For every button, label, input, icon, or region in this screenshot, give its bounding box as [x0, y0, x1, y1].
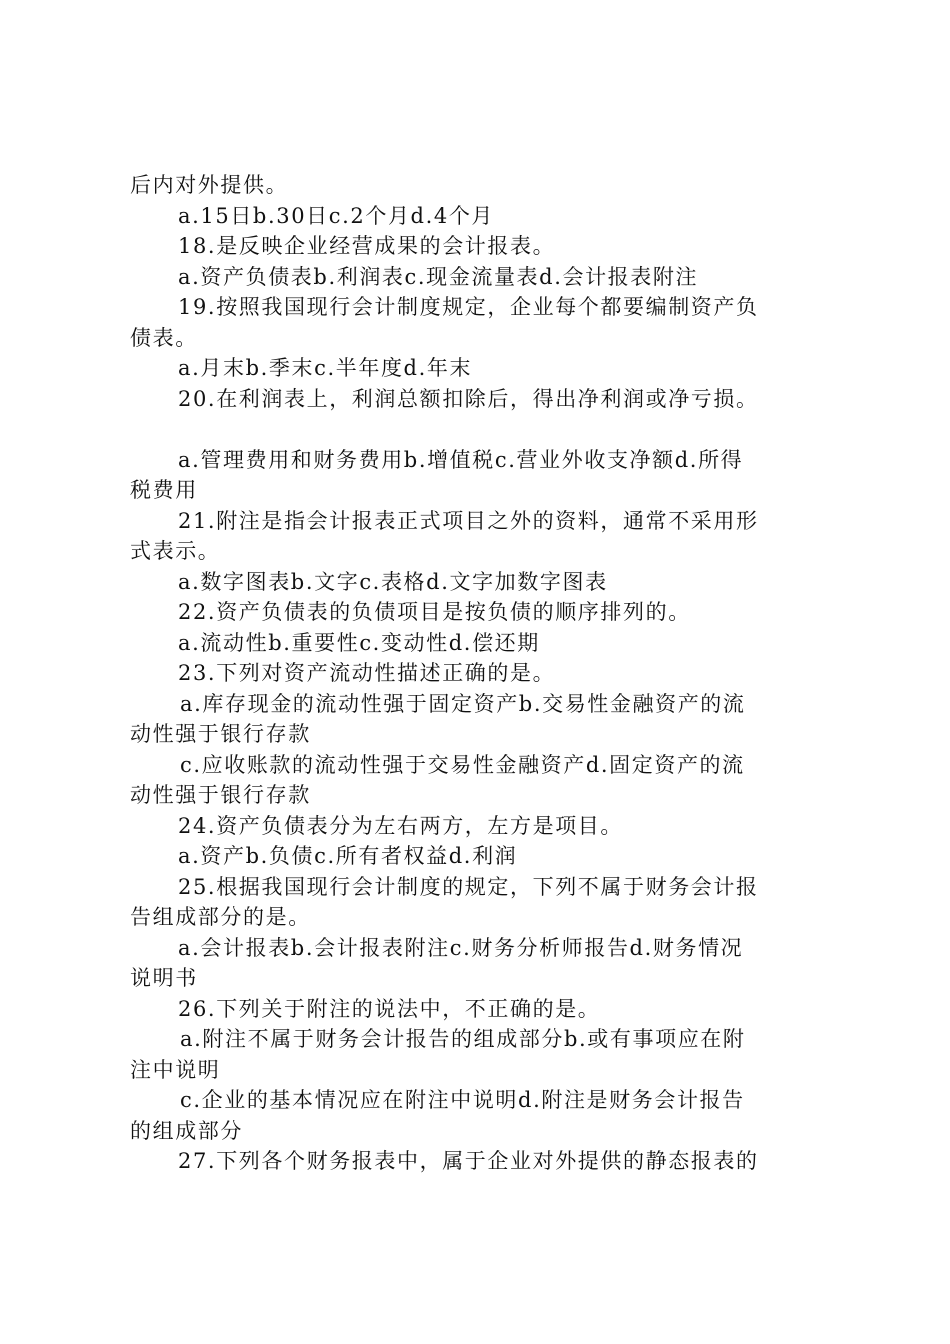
text-line: 后内对外提供。	[130, 173, 289, 197]
options-line: a.会计报表b.会计报表附注c.财务分析师报告d.财务情况	[178, 935, 744, 960]
question-line: 21.附注是指会计报表正式项目之外的资料，通常不采用形	[178, 508, 759, 533]
text-line: 动性强于银行存款	[130, 783, 311, 807]
question-line: 24.资产负债表分为左右两方，左方是项目。	[178, 813, 623, 838]
text-line: 的组成部分	[130, 1118, 243, 1143]
text-line: 式表示。	[130, 539, 221, 563]
options-line: a.资产负债表b.利润表c.现金流量表d.会计报表附注	[178, 264, 699, 289]
text-line: 告组成部分的是。	[130, 905, 311, 929]
options-line: a.月末b.季末c.半年度d.年末	[178, 356, 473, 380]
question-line: 27.下列各个财务报表中，属于企业对外提供的静态报表的	[178, 1149, 759, 1173]
text-line: 动性强于银行存款	[130, 722, 311, 746]
options-line: a.数字图表b.文字c.表格d.文字加数字图表	[178, 569, 608, 594]
question-line: 23.下列对资产流动性描述正确的是。	[178, 661, 556, 685]
text-line: 税费用	[130, 478, 198, 502]
text-line: a.15日b.30日c.2个月d.4个月	[178, 203, 495, 228]
text-line: 说明书	[130, 966, 198, 990]
question-line: 22.资产负债表的负债项目是按负债的顺序排列的。	[178, 600, 691, 624]
options-line: a.库存现金的流动性强于固定资产b.交易性金融资产的流	[180, 691, 746, 716]
options-line: a.管理费用和财务费用b.增值税c.营业外收支净额d.所得	[178, 447, 744, 472]
options-line: a.流动性b.重要性c.变动性d.偿还期	[178, 630, 540, 655]
question-line: 20.在利润表上，利润总额扣除后，得出净利润或净亏损。	[178, 386, 759, 411]
text-line: 注中说明	[130, 1057, 221, 1082]
question-line: 25.根据我国现行会计制度的规定，下列不属于财务会计报	[178, 874, 759, 899]
question-line: 19.按照我国现行会计制度规定，企业每个都要编制资产负	[178, 295, 759, 319]
options-line: a.资产b.负债c.所有者权益d.利润	[178, 844, 518, 868]
question-line: 18.是反映企业经营成果的会计报表。	[178, 234, 556, 258]
options-line: c.企业的基本情况应在附注中说明d.附注是财务会计报告	[180, 1088, 745, 1112]
question-line: 26.下列关于附注的说法中，不正确的是。	[178, 996, 601, 1021]
document-page	[130, 170, 830, 1177]
options-line: c.应收账款的流动性强于交易性金融资产d.固定资产的流	[180, 752, 745, 777]
blank-line	[130, 414, 830, 445]
text-line: 债表。	[130, 325, 198, 350]
options-line: a.附注不属于财务会计报告的组成部分b.或有事项应在附	[180, 1027, 746, 1051]
